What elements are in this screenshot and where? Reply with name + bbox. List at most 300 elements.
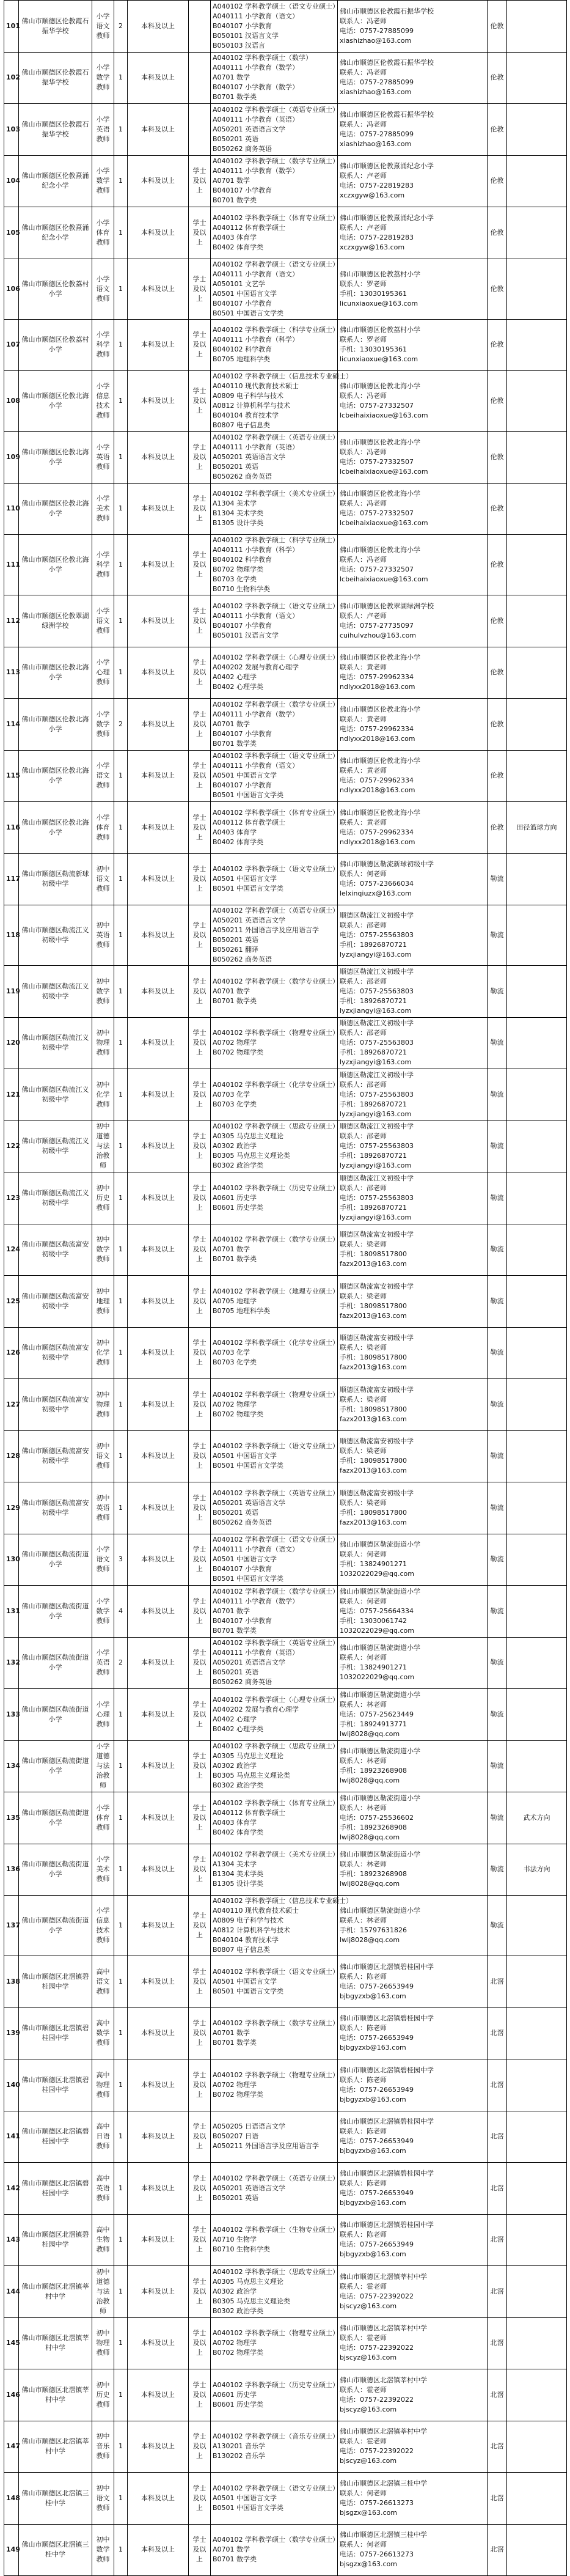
major-requirements	[211, 207, 338, 259]
school-name: 佛山市顺德区勒流富安初级中学	[19, 1224, 92, 1276]
major-requirements	[211, 802, 338, 854]
education-requirement: 本科及以上	[128, 1534, 189, 1586]
post-name: 小学英语教师	[92, 104, 114, 156]
contact-line: 联系人：何老师	[340, 2541, 387, 2549]
contact-info	[338, 1327, 488, 1379]
row-number: 106	[4, 259, 19, 319]
contact-line: 联系人：邵老师	[340, 1080, 387, 1089]
area-label: 勒流	[488, 1017, 507, 1069]
contact-line: 联系人：黄老师	[340, 818, 387, 826]
degree-requirement: 学士及以上	[189, 1586, 211, 1638]
major-item: A040102 学科教学硕士（语文专业硕士）	[213, 1442, 340, 1451]
major-item: B0402 心理学类	[213, 683, 264, 691]
post-name: 初中语文教师	[92, 1430, 114, 1482]
contact-info	[338, 1172, 488, 1224]
table-row	[4, 750, 567, 802]
contact-info	[338, 1121, 488, 1172]
remark	[507, 853, 567, 905]
area-label: 伦教	[488, 319, 507, 371]
area-label: 北滘	[488, 1956, 507, 2008]
major-requirements	[211, 1172, 338, 1224]
contact-line: lcbeihaixiaoxue@163.com	[340, 575, 428, 583]
remark	[507, 966, 567, 1018]
major-item: A0809 电子科学与技术	[213, 392, 284, 400]
row-number: 105	[4, 207, 19, 259]
degree-requirement: 学士及以上	[189, 647, 211, 699]
hire-count: 1	[114, 1121, 128, 1172]
row-number: 107	[4, 319, 19, 371]
remark	[507, 259, 567, 319]
major-item: B050201 英语	[213, 1668, 259, 1677]
table-row	[4, 905, 567, 966]
post-name: 小学体育教师	[92, 1792, 114, 1844]
row-number: 139	[4, 2007, 19, 2059]
hire-count: 4	[114, 1586, 128, 1638]
major-item: A130201 音乐学	[213, 2442, 266, 2451]
major-item: A0302 政治学	[213, 2287, 257, 2295]
contact-line: 联系人：梁老师	[340, 1344, 387, 1352]
major-item: A0702 物理学	[213, 1400, 257, 1408]
major-item: B050101 汉语言文学	[213, 31, 279, 40]
post-name: 初中历史教师	[92, 1172, 114, 1224]
major-item: A050201 英语语言文学	[213, 916, 286, 924]
row-number: 149	[4, 2524, 19, 2576]
major-item: B040107 小学教育	[213, 1616, 272, 1625]
row-number: 119	[4, 966, 19, 1018]
row-number: 134	[4, 1740, 19, 1792]
major-requirements	[211, 1430, 338, 1482]
major-item: A040102 学科教学硕士（历史专业硕士）	[213, 1183, 340, 1192]
remark	[507, 1, 567, 53]
contact-line: 电话：0757-29962334	[340, 724, 414, 733]
contact-info	[338, 2524, 488, 2576]
major-item: A0702 物理学	[213, 1039, 257, 1047]
contact-line: bjbgyzxb@163.com	[340, 2095, 406, 2103]
major-requirements	[211, 1276, 338, 1328]
contact-line: 电话：0757-26653949	[340, 1982, 414, 1990]
major-item: A0403 体育学	[213, 1818, 257, 1827]
remark	[507, 371, 567, 432]
major-item: B050201 英语	[213, 936, 259, 944]
row-number: 124	[4, 1224, 19, 1276]
contact-info	[338, 1379, 488, 1431]
contact-line: 佛山市顺德区伦教霞石振华学校	[340, 110, 434, 119]
contact-line: 电话：0757-25563803	[340, 1142, 414, 1150]
education-requirement: 本科及以上	[128, 2059, 189, 2111]
table-row	[4, 1430, 567, 1482]
major-item: A040110 现代教育技术硕士	[213, 1907, 299, 1915]
contact-line: 佛山市顺德区勒流街道小学	[340, 1794, 420, 1802]
education-requirement: 本科及以上	[128, 853, 189, 905]
education-requirement: 本科及以上	[128, 1276, 189, 1328]
major-item: A0501 中国语言文学	[213, 875, 277, 883]
major-requirements	[211, 853, 338, 905]
remark	[507, 595, 567, 647]
hire-count: 1	[114, 207, 128, 259]
row-number: 131	[4, 1586, 19, 1638]
contact-info	[338, 595, 488, 647]
major-item: A040110 现代教育技术硕士	[213, 382, 299, 390]
major-item: A040102 学科教学硕士（思政专业硕士）	[213, 2267, 340, 2276]
major-item: B040107 小学教育	[213, 1565, 272, 1573]
area-label: 勒流	[488, 1276, 507, 1328]
post-name: 初中化学教师	[92, 1327, 114, 1379]
table-row	[4, 1740, 567, 1792]
school-name: 佛山市顺德区北滘镇莘村中学	[19, 2421, 92, 2473]
contact-info	[338, 1956, 488, 2008]
degree-requirement: 学士及以上	[189, 535, 211, 595]
school-name: 佛山市顺德区北滘镇碧桂园中学	[19, 2059, 92, 2111]
major-item: A0812 计算机科学与技术	[213, 402, 291, 410]
major-requirements	[211, 1017, 338, 1069]
major-item: A040102 学科教学硕士（语文专业硕士）	[213, 602, 340, 610]
school-name: 佛山市顺德区北滘镇莘村中学	[19, 2266, 92, 2318]
contact-line: 手机：18923268908	[340, 1823, 407, 1831]
contact-line: 联系人：卢老师	[340, 611, 387, 620]
contact-line: 联系人：邵老师	[340, 1132, 387, 1141]
remark	[507, 1896, 567, 1956]
hire-count: 1	[114, 1792, 128, 1844]
area-label: 伦教	[488, 371, 507, 432]
contact-line: 联系人：黄老师	[340, 663, 387, 672]
post-name: 小学语文教师	[92, 259, 114, 319]
remark	[507, 1482, 567, 1534]
major-requirements	[211, 966, 338, 1018]
row-number: 118	[4, 905, 19, 966]
degree-requirement: 学士及以上	[189, 1172, 211, 1224]
row-number: 145	[4, 2317, 19, 2369]
contact-info	[338, 1740, 488, 1792]
hire-count: 1	[114, 853, 128, 905]
education-requirement: 本科及以上	[128, 1740, 189, 1792]
major-item: B040107 小学教育	[213, 781, 272, 790]
area-label: 伦教	[488, 483, 507, 535]
major-item: A040102 学科教学硕士（英语专业硕士）	[213, 433, 340, 441]
major-item: A040102 学科教学硕士（语文专业硕士）	[213, 2, 340, 10]
education-requirement: 本科及以上	[128, 52, 189, 104]
school-name: 佛山市顺德区勒流街道小学	[19, 1740, 92, 1792]
contact-line: 佛山市顺德区勒流街道小学	[340, 1747, 420, 1756]
degree-requirement: 学士及以上	[189, 853, 211, 905]
table-row	[4, 802, 567, 854]
contact-line: 联系人：邵老师	[340, 921, 387, 929]
contact-info	[338, 750, 488, 802]
row-number: 101	[4, 1, 19, 53]
major-requirements	[211, 2163, 338, 2215]
major-item: A040102 学科教学硕士（语文专业硕士）	[213, 865, 340, 874]
major-item: B040102 科学教育	[213, 556, 272, 564]
contact-line: 佛山市顺德区伦教荔村小学	[340, 270, 420, 278]
area-label: 勒流	[488, 1224, 507, 1276]
degree-requirement: 学士及以上	[189, 259, 211, 319]
table-row	[4, 647, 567, 699]
contact-line: 联系人：林老师	[340, 1916, 387, 1924]
major-item: A040102 学科教学硕士（思政专业硕士）	[213, 1742, 340, 1751]
row-number: 142	[4, 2163, 19, 2215]
hire-count: 1	[114, 647, 128, 699]
contact-line: lcbeihaixiaoxue@163.com	[340, 519, 428, 528]
major-item: B050262 商务英语	[213, 144, 272, 153]
contact-line: xczxgyw@163.com	[340, 243, 405, 251]
contact-line: 电话：0757-25536602	[340, 1813, 414, 1822]
major-requirements	[211, 483, 338, 535]
major-item: B050261 翻译	[213, 946, 259, 954]
contact-line: 电话：0757-27885099	[340, 130, 414, 138]
hire-count: 1	[114, 1276, 128, 1328]
contact-line: 联系人：何老师	[340, 1654, 387, 1662]
post-name: 初中数学教师	[92, 1224, 114, 1276]
post-name: 高中物理教师	[92, 2059, 114, 2111]
contact-line: 手机：13030061742	[340, 1616, 407, 1625]
table-row	[4, 1379, 567, 1431]
row-number: 103	[4, 104, 19, 156]
education-requirement: 本科及以上	[128, 1121, 189, 1172]
contact-info	[338, 104, 488, 156]
remark	[507, 1121, 567, 1172]
hire-count: 1	[114, 1689, 128, 1741]
contact-line: 1032022029@qq.com	[340, 1570, 414, 1578]
major-item: B050262 商务英语	[213, 1518, 272, 1526]
row-number: 138	[4, 1956, 19, 2008]
post-name: 小学数学教师	[92, 155, 114, 207]
degree-requirement: 学士及以上	[189, 1017, 211, 1069]
degree-requirement	[189, 1, 211, 53]
contact-line: 联系人：黄老师	[340, 767, 387, 775]
major-item: A040102 学科教学硕士（物理专业硕士）	[213, 2329, 340, 2338]
major-item: A0812 计算机科学与技术	[213, 1926, 291, 1934]
major-item: A0302 政治学	[213, 1142, 257, 1150]
degree-requirement: 学士及以上	[189, 2369, 211, 2421]
major-item: B050201 英语	[213, 134, 259, 143]
table-row	[4, 2163, 567, 2215]
contact-line: 电话：0757-22392022	[340, 2344, 414, 2352]
education-requirement: 本科及以上	[128, 1637, 189, 1689]
school-name: 佛山市顺德区勒流江义初级中学	[19, 1172, 92, 1224]
table-row	[4, 1276, 567, 1328]
contact-line: fazx2013@163.com	[340, 1363, 407, 1372]
education-requirement: 本科及以上	[128, 1327, 189, 1379]
major-item: B0305 马克思主义理论类	[213, 1152, 291, 1160]
row-number: 137	[4, 1896, 19, 1956]
school-name: 佛山市顺德区勒流街道小学	[19, 1586, 92, 1638]
table-row	[4, 535, 567, 595]
contact-info	[338, 905, 488, 966]
contact-line: lcbeihaixiaoxue@163.com	[340, 411, 428, 419]
degree-requirement: 学士及以上	[189, 750, 211, 802]
post-name: 初中历史教师	[92, 2369, 114, 2421]
remark	[507, 2214, 567, 2266]
major-requirements	[211, 1956, 338, 2008]
post-name: 初中数学教师	[92, 966, 114, 1018]
education-requirement: 本科及以上	[128, 371, 189, 432]
contact-info	[338, 1482, 488, 1534]
degree-requirement: 学士及以上	[189, 371, 211, 432]
table-row	[4, 1327, 567, 1379]
contact-info	[338, 1430, 488, 1482]
contact-line: 电话：0757-29962334	[340, 828, 414, 836]
hire-count: 1	[114, 2317, 128, 2369]
row-number: 120	[4, 1017, 19, 1069]
contact-info	[338, 155, 488, 207]
contact-line: xczxgyw@163.com	[340, 191, 405, 200]
contact-line: 电话：0757-27332507	[340, 402, 414, 410]
major-item: A040102 学科教学硕士（数学专业硕士）	[213, 1235, 340, 1244]
hire-count: 1	[114, 319, 128, 371]
area-label: 勒流	[488, 1379, 507, 1431]
post-name: 小学体育教师	[92, 802, 114, 854]
table-row	[4, 1637, 567, 1689]
major-item: A040111 小学教育（英语）	[213, 115, 299, 123]
contact-line: 佛山市顺德区北滘镇三桂中学	[340, 2479, 427, 2487]
contact-line: 顺德区勒流富安初级中学	[340, 1231, 414, 1239]
contact-line: 联系人：陈老师	[340, 2231, 387, 2239]
post-name: 初中地理教师	[92, 1276, 114, 1328]
contact-line: 电话：0757-25563803	[340, 1090, 414, 1098]
major-item: A0501 中国语言文学	[213, 1977, 277, 1985]
major-item: A040111 小学教育（科学）	[213, 336, 299, 344]
degree-requirement: 学士及以上	[189, 1121, 211, 1172]
contact-info	[338, 432, 488, 484]
hire-count: 1	[114, 1844, 128, 1896]
education-requirement: 本科及以上	[128, 1430, 189, 1482]
row-number: 128	[4, 1430, 19, 1482]
contact-line: 联系人：罗老师	[340, 336, 387, 344]
major-item: B050201 英语	[213, 1508, 259, 1517]
major-item: A040111 小学教育（数学）	[213, 167, 299, 175]
degree-requirement: 学士及以上	[189, 699, 211, 751]
major-requirements	[211, 1689, 338, 1741]
major-item: B0705 地理科学类	[213, 1306, 271, 1315]
remark	[507, 1069, 567, 1121]
education-requirement: 本科及以上	[128, 699, 189, 751]
area-label: 勒流	[488, 1172, 507, 1224]
major-item: A040111 小学教育（语文）	[213, 762, 299, 770]
degree-requirement: 学士及以上	[189, 905, 211, 966]
contact-line: bjsgzx@163.com	[340, 2560, 398, 2569]
major-item: A040102 学科教学硕士（英语专业硕士）	[213, 907, 340, 914]
remark	[507, 1276, 567, 1328]
major-requirements	[211, 1740, 338, 1792]
contact-line: 顺德区勒流富安初级中学	[340, 1282, 414, 1290]
contact-line: 联系人：何老师	[340, 2489, 387, 2497]
table-row	[4, 966, 567, 1018]
post-name: 小学科学教师	[92, 535, 114, 595]
major-requirements	[211, 2059, 338, 2111]
contact-line: 佛山市顺德区勒流街道小学	[340, 1850, 420, 1859]
school-name: 佛山市顺德区勒流富安初级中学	[19, 1327, 92, 1379]
school-name: 佛山市顺德区北滘镇碧桂园中学	[19, 2214, 92, 2266]
contact-info	[338, 2317, 488, 2369]
degree-requirement: 学士及以上	[189, 1896, 211, 1956]
degree-requirement: 学士及以上	[189, 2524, 211, 2576]
major-item: A050205 日语语言文学	[213, 2122, 286, 2131]
row-number: 125	[4, 1276, 19, 1328]
education-requirement: 本科及以上	[128, 802, 189, 854]
major-item: A040102 学科教学硕士（语文专业硕士）	[213, 2484, 340, 2492]
contact-line: bjbgyzxb@163.com	[340, 2198, 406, 2207]
education-requirement: 本科及以上	[128, 1017, 189, 1069]
degree-requirement: 学士及以上	[189, 1482, 211, 1534]
remark	[507, 1534, 567, 1586]
contact-line: 联系人：邵老师	[340, 977, 387, 985]
major-item: A0701 数学	[213, 987, 250, 995]
contact-line: lyzxjiangyi@163.com	[340, 1161, 412, 1170]
major-item: A040102 学科教学硕士（物理专业硕士）	[213, 2070, 340, 2079]
major-item: B040107 小学教育	[213, 21, 272, 30]
contact-info	[338, 647, 488, 699]
major-requirements	[211, 1379, 338, 1431]
school-name: 佛山市顺德区勒流富安初级中学	[19, 1430, 92, 1482]
degree-requirement: 学士及以上	[189, 1956, 211, 2008]
contact-info	[338, 2266, 488, 2318]
row-number: 141	[4, 2111, 19, 2163]
area-label: 伦教	[488, 155, 507, 207]
contact-line: 联系人：梁老师	[340, 1498, 387, 1507]
contact-line: 佛山市顺德区伦教北海小学	[340, 490, 420, 498]
contact-info	[338, 2007, 488, 2059]
hire-count: 3	[114, 1534, 128, 1586]
post-name: 初中数学教师	[92, 2524, 114, 2576]
contact-info	[338, 966, 488, 1018]
degree-requirement	[189, 52, 211, 104]
major-item: B0702 物理学类	[213, 1048, 264, 1057]
major-item: B0701 数学类	[213, 93, 257, 101]
degree-requirement: 学士及以上	[189, 2007, 211, 2059]
contact-line: 佛山市顺德区北滘镇莘村中学	[340, 2324, 427, 2333]
school-name: 佛山市顺德区勒流街道小学	[19, 1792, 92, 1844]
row-number: 130	[4, 1534, 19, 1586]
area-label: 勒流	[488, 1637, 507, 1689]
table-row	[4, 2317, 567, 2369]
contact-line: 手机：18926870721	[340, 1048, 407, 1057]
major-requirements	[211, 371, 353, 432]
row-number: 115	[4, 750, 19, 802]
contact-info	[338, 2111, 488, 2163]
hire-count: 1	[114, 1327, 128, 1379]
school-name: 佛山市顺德区伦教北海小学	[19, 802, 92, 854]
contact-line: 佛山市顺德区北滘镇莘村中学	[340, 2427, 427, 2436]
contact-info	[338, 2421, 488, 2473]
contact-info	[338, 1844, 488, 1896]
area-label: 伦教	[488, 104, 507, 156]
hire-count: 1	[114, 595, 128, 647]
contact-line: 联系人：林老师	[340, 1700, 387, 1709]
hire-count: 1	[114, 2214, 128, 2266]
education-requirement: 本科及以上	[128, 259, 189, 319]
major-item: B0501 中国语言文学类	[213, 1575, 284, 1583]
major-item: B0302 政治学类	[213, 1161, 264, 1170]
hire-count: 2	[114, 699, 128, 751]
post-name: 小学数学教师	[92, 52, 114, 104]
major-item: A0701 数学	[213, 1245, 250, 1254]
contact-line: bjbgyzxb@163.com	[340, 2147, 406, 2155]
area-label: 勒流	[488, 853, 507, 905]
education-requirement: 本科及以上	[128, 319, 189, 371]
school-name: 佛山市顺德区北滘镇碧桂园中学	[19, 2163, 92, 2215]
degree-requirement: 学士及以上	[189, 1069, 211, 1121]
row-number: 116	[4, 802, 19, 854]
area-label: 北滘	[488, 2214, 507, 2266]
major-item: A0701 数学	[213, 2029, 250, 2037]
contact-line: licunxiaoxue@163.com	[340, 299, 418, 307]
table-row	[4, 2473, 567, 2525]
remark	[507, 1017, 567, 1069]
hire-count: 1	[114, 802, 128, 854]
major-item: A040102 学科教学硕士（物理专业硕士）	[213, 1390, 340, 1399]
contact-line: bjscyz@163.com	[340, 2405, 397, 2413]
contact-line: 电话：0757-27885099	[340, 26, 414, 35]
remark	[507, 647, 567, 699]
